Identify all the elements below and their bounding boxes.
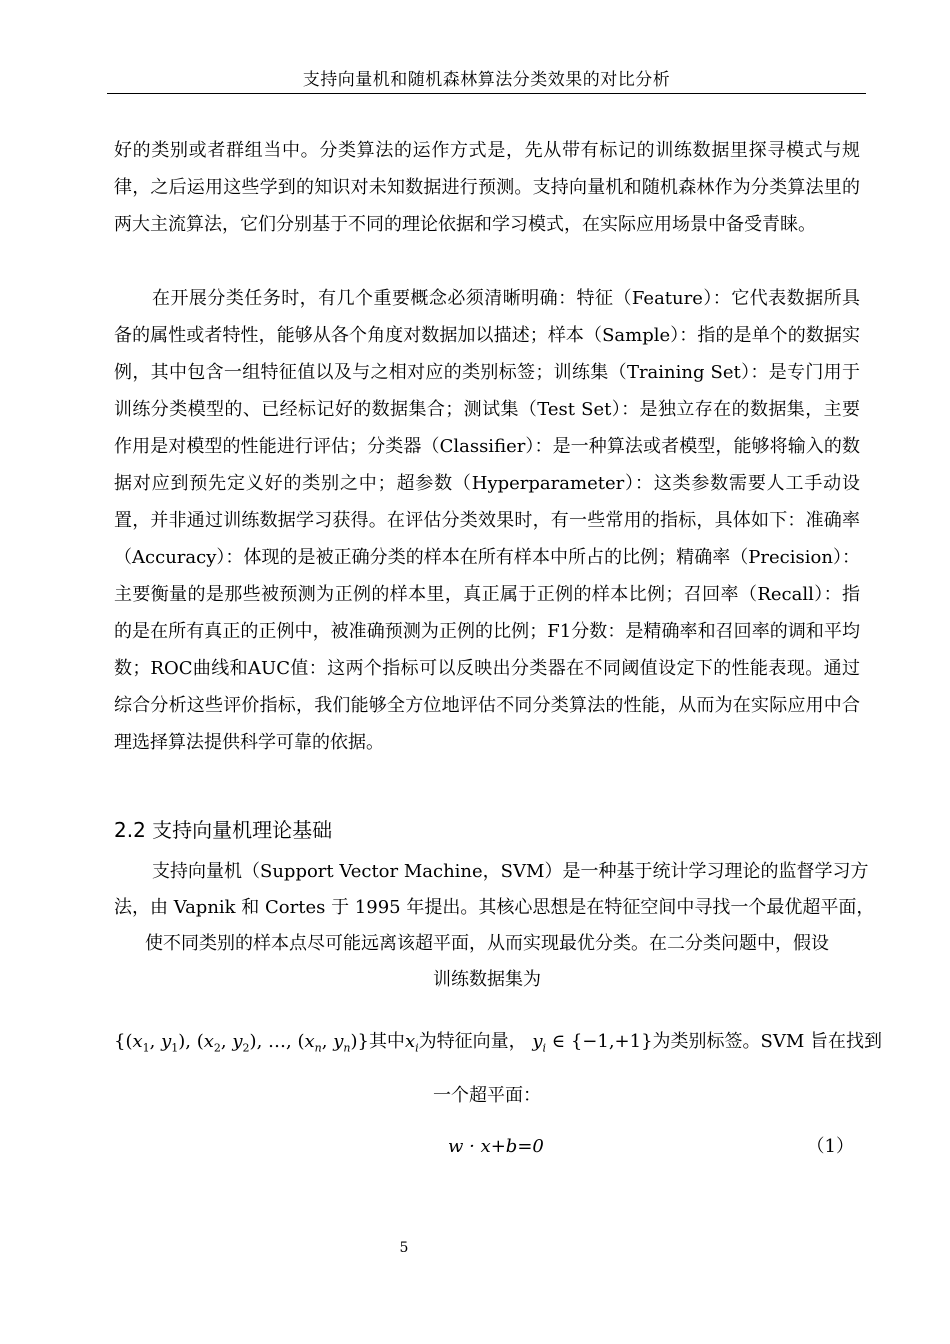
svm-intro-line-1: 支持向量机（Support Vector Machine，SVM）是一种基于统计学习理论的监督学习方 [152,861,869,882]
paragraph-classification-intro: 好的类别或者群组当中。分类算法的运作方式是，先从带有标记的训练数据里探寻模式与规律，之后运用这些学到的知识对未知数据进行预测。支持向量机和随机森林作为分类算法里的两大主流算法，它们分别基于不同的理论依据和学习模式，在实际应用场景中备受青睐。 [114,140,860,235]
page-number: 5 [399,1240,409,1256]
section-heading: 2.2 支持向量机理论基础 [114,818,333,842]
equation-number: （1） [806,1136,854,1157]
feature-vector-text: 为特征向量， [418,1031,527,1052]
training-set-math-line: {($x_1$, $y_1$), ($x_2$, $y_2$), …, ($x_n$, $y_n$)}其中$x_i$为特征向量， $y_i$ ∈ {−1,+1}为类别标签。SVM 旨在找到 [114,1031,883,1055]
svm-intro-line-4: 训练数据集为 [433,969,541,990]
feature-vector-symbol: $x_i$ [404,1031,419,1055]
paragraph-key-concepts: 在开展分类任务时，有几个重要概念必须清晰明确：特征（Feature）：它代表数据所具备的属性或者特性，能够从各个角度对数据加以描述；样本（Sample）：指的是单个的数据实例，其中包含一组特征值以及与之相对应的类别标签；训练集（Training Set）：是专门用于训练分类模型的、已经标记好的数据集合；测试集（Test Set）：是独立存在的数据集，主要作用是对模型的性能进行评估；分类器（Classifier）：是一种算法或者模型，能够将输入的数据对应到预先定义好的类别之中；超参数（Hyperparameter）：这类参数需要人工手动设置，并非通过训练数据学习获得。在评估分类效果时，有一些常用的指标，具体如下：准确率（Accuracy）：体现的是被正确分类的样本在所有样本中所占的比例；精确率（Precision）：主要衡量的是那些被预测为正例的样本里，真正属于正例的样本比例；召回率（Recall）：指的是在所有真正的正例中，被准确预测为正例的比例；F1分数：是精确率和召回率的调和平均数；ROC曲线和AUC值：这两个指标可以反映出分类器在不同阈值设定下的性能表现。通过综合分析这些评价指标，我们能够全方位地评估不同分类算法的性能，从而为在实际应用中合理选择算法提供科学可靠的依据。 [114,288,860,753]
svm-intro-line-3: 使不同类别的样本点尽可能远离该超平面，从而实现最优分类。在二分类问题中，假设 [145,933,829,954]
svm-intro-line-6: 一个超平面： [433,1085,541,1106]
svm-intro-line-2: 法，由 Vapnik 和 Cortes 于 1995 年提出。其核心思想是在特征空间中寻找一个最优超平面， [114,897,875,918]
math-prefix-text: 其中 [368,1031,405,1052]
equation-body: w · x+b=0 [448,1136,544,1157]
label-symbol: $y_i$ [532,1031,547,1055]
header-rule [107,93,866,94]
training-set-expression: {($x_1$, $y_1$), ($x_2$, $y_2$), …, ($x_n$, $y_n$)} [114,1031,369,1055]
label-text: 为类别标签。SVM 旨在找到 [652,1031,883,1052]
running-header: 支持向量机和随机森林算法分类效果的对比分析 [302,70,671,90]
